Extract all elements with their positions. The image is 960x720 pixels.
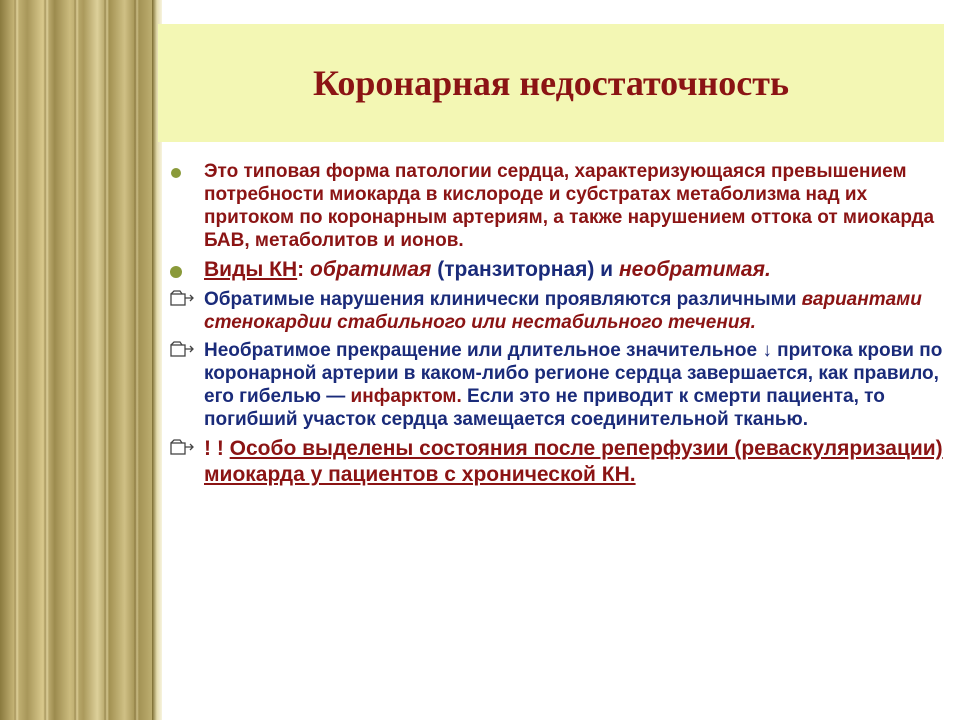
title-banner [158, 24, 944, 142]
irreversible-note-text-1: Необратимое прекращение или длительное значительное ↓ притока крови по коронарной артерии в каком-либо регионе сердца завершается, как правило, его гибелью — [204, 340, 943, 407]
types-reversible: обратимая [310, 258, 432, 281]
decorative-side-band [0, 0, 152, 720]
folder-bullet-icon [170, 341, 196, 365]
round-bullet-icon [170, 266, 182, 278]
round-bullet-icon [171, 168, 181, 178]
reperfusion-exclaim: ! ! [204, 437, 230, 460]
reversible-note-text: Обратимые нарушения клинически проявляются различными [204, 289, 802, 310]
types-label: Виды КН [204, 258, 298, 281]
types-irreversible: необратимая. [618, 258, 771, 281]
definition-item [168, 160, 944, 252]
reversible-note-highlight: вариантами стенокардии стабильного или нестабильного течения. [204, 289, 922, 333]
types-item [168, 257, 944, 283]
irreversible-note-text-2: Если это не приводит к смерти пациента, то погибший участок сердца замещается соединительной тканью. [204, 386, 885, 430]
folder-bullet-icon [170, 290, 196, 314]
reversible-note-item [168, 288, 944, 334]
definition-text: Это типовая форма патологии сердца, характеризующаяся превышением потребности миокарда в кислороде и субстратах метаболизма над их притоком по коронарным артериям, а также нарушением оттока от миокарда БАВ, метаболитов и ионов. [204, 161, 935, 251]
slide-content [168, 160, 944, 493]
types-transient: (транзиторная) и [431, 258, 619, 281]
folder-bullet-icon [170, 438, 196, 464]
reperfusion-text: Особо выделены состояния после реперфузии (реваскуляризации) миокарда у пациентов с хронической КН. [204, 437, 943, 486]
reperfusion-item [168, 436, 944, 488]
types-colon: : [297, 258, 310, 281]
slide-title: Коронарная недостаточность [313, 63, 789, 103]
irreversible-note-item [168, 339, 944, 431]
irreversible-note-highlight: инфарктом. [350, 386, 462, 407]
